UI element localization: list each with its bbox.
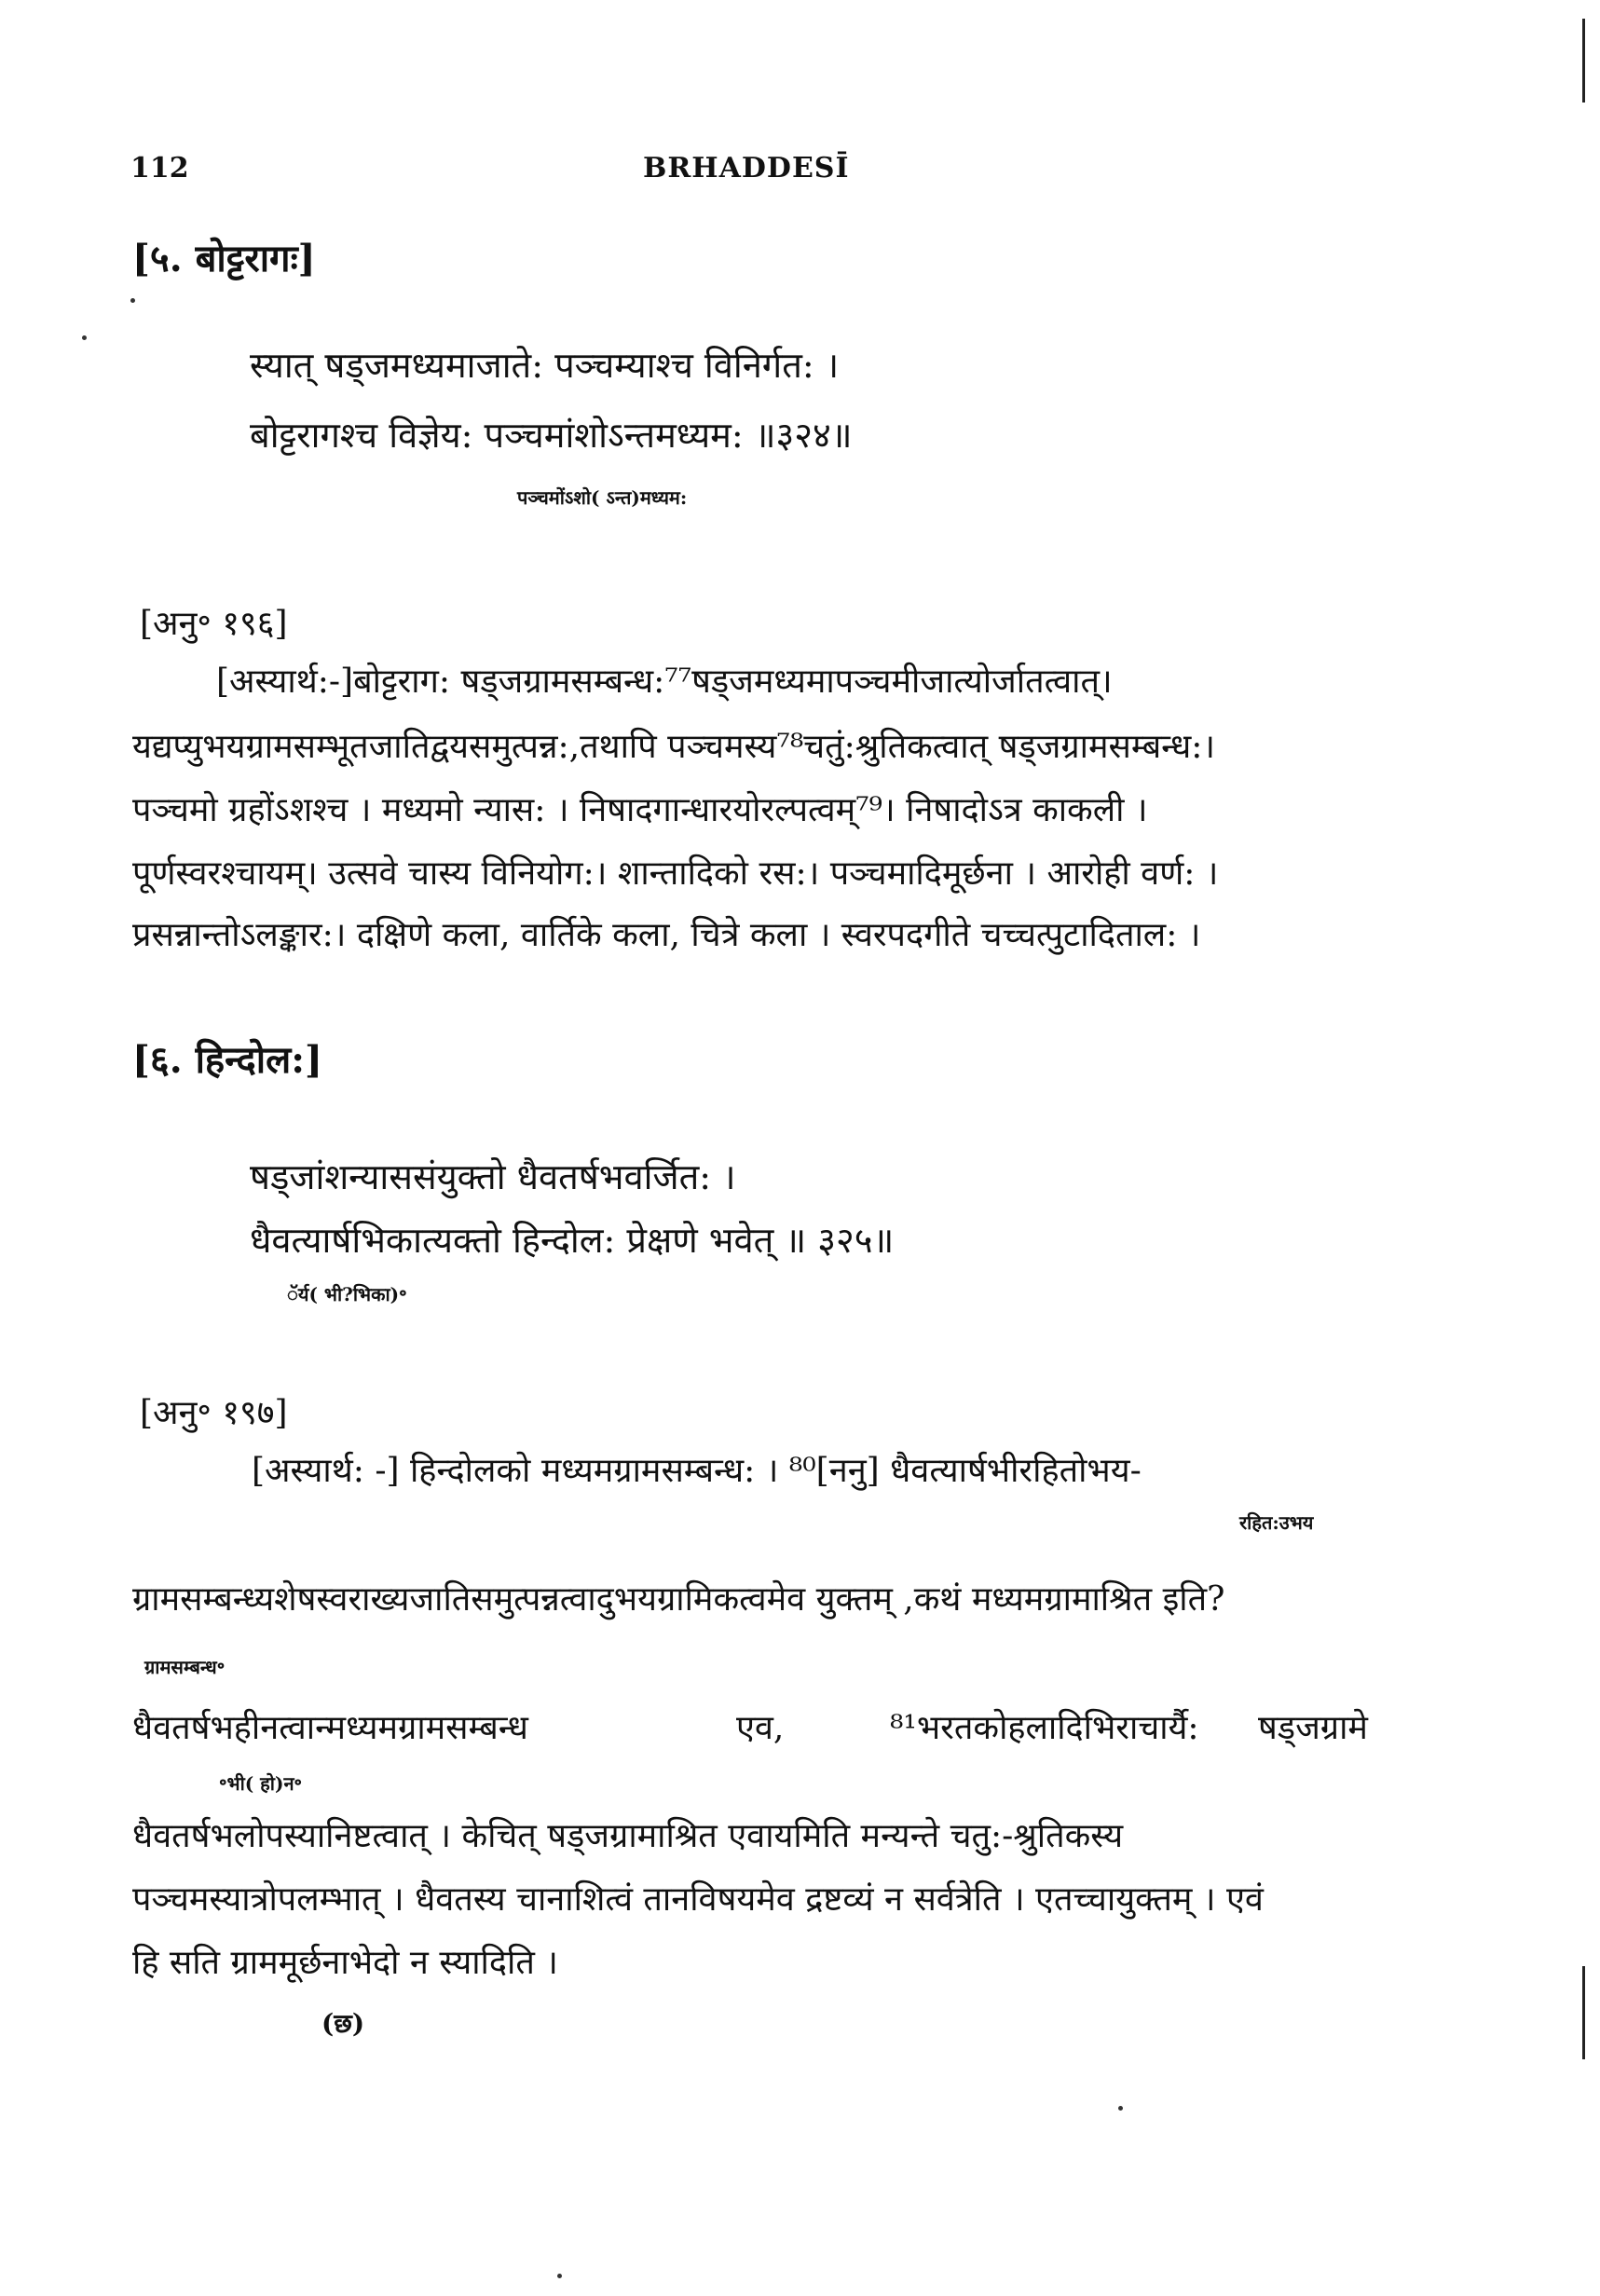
commentary-line: हि सति ग्राममूर्छनाभेदो न स्यादिति । <box>132 1944 558 1982</box>
anu-label-197: [अनु॰ १९७] <box>140 1394 288 1432</box>
commentary-line-part: षड्जग्रामे <box>1258 1709 1368 1747</box>
variant-reading-note: ॰भी( हो)न॰ <box>219 1772 303 1795</box>
commentary-line: पञ्चमो ग्रहोंऽशश्च । मध्यमो न्यास: । निषादगान्धारयोरल्पत्वम्⁷⁹। निषादोऽत्र काकली । <box>132 791 1148 829</box>
verse-325-line1: षड्जांशन्याससंयुक्तो धैवतर्षभवर्जित: । <box>250 1156 736 1197</box>
commentary-line: धैवतर्षभलोपस्यानिष्टत्वात् । केचित् षड्जग्रामाश्रित एवायमिति मन्यन्ते चतु:-श्रुतिकस्य <box>132 1817 1124 1855</box>
variant-reading-note: ॅर्य( भी?भिका)॰ <box>287 1283 407 1305</box>
scan-speck <box>557 2274 562 2278</box>
commentary-line: [अस्यार्थ:-]बोट्टराग: षड्जग्रामसम्बन्ध:⁷⁷षड्जमध्यमापञ्चमीजात्योर्जातत्वात्। <box>216 663 1113 701</box>
verse-324-line1: स्यात् षड्जमध्यमाजाते: पञ्चम्याश्च विनिर्गत: । <box>250 345 840 386</box>
scan-speck <box>130 298 135 303</box>
commentary-line: [अस्यार्थ: -] हिन्दोलको मध्यमग्रामसम्बन्ध: । ⁸⁰[ननु] धैवत्यार्षभीरहितोभय- <box>252 1452 1142 1490</box>
verse-325-line2: धैवत्यार्षभिकात्यक्तो हिन्दोल: प्रेक्षणे भवेत् ॥ ३२५॥ <box>250 1220 895 1261</box>
variant-reading-note: पञ्चमोंऽशो( ऽन्त)मध्यम: <box>517 486 688 509</box>
verse-324-line2: बोट्टरागश्च विज्ञेय: पञ्चमांशोऽन्तमध्यम: ॥३२४॥ <box>250 415 853 456</box>
variant-reading-note: रहित:उभय <box>1239 1511 1314 1534</box>
section-heading-5: [५. बोट्टरागः] <box>132 237 316 280</box>
page-number: 112 <box>130 152 189 184</box>
scan-edge-line <box>1582 19 1585 102</box>
scan-edge-line <box>1582 1966 1585 2059</box>
footer-mark: (छ) <box>321 2008 365 2039</box>
commentary-line: पूर्णस्वरश्चायम्। उत्सवे चास्य विनियोग:। शान्तादिको रस:। पञ्चमादिमूर्छना । आरोही वर्ण: । <box>132 854 1219 893</box>
commentary-line: पञ्चमस्यात्रोपलम्भात् । धैवतस्य चानाशित्वं तानविषयमेव द्रष्टव्यं न सर्वत्रेति । एतच्चायुक्तम् । एवं <box>132 1880 1264 1919</box>
running-title: BRHADDESĪ <box>643 152 850 184</box>
commentary-line: प्रसन्नान्तोऽलङ्कार:। दक्षिणे कला, वार्तिके कला, चित्रे कला । स्वरपदगीते चच्चत्पुटादिताल: । <box>132 916 1201 954</box>
scan-speck <box>1118 2106 1123 2111</box>
commentary-line: यद्यप्युभयग्रामसम्भूतजातिद्वयसमुत्पन्न:,तथापि पञ्चमस्य⁷⁸चतुं:श्रुतिकत्वात् षड्जग्रामसम्बन्ध:। <box>132 728 1216 766</box>
commentary-line-part: ⁸¹भरतकोहलादिभिराचार्यै: <box>890 1709 1199 1747</box>
commentary-line: ग्रामसम्बन्ध्यशेषस्वराख्यजातिसमुत्पन्नत्वादुभयग्रामिकत्वमेव युक्तम् ,कथं मध्यमग्रामाश्रित इति? <box>132 1580 1225 1619</box>
variant-reading-note: ग्रामसम्बन्ध॰ <box>144 1656 226 1678</box>
commentary-line-part: एव, <box>736 1709 785 1747</box>
commentary-line-part: धैवतर्षभहीनत्वान्मध्यमग्रामसम्बन्ध <box>132 1709 528 1747</box>
section-heading-6: [६. हिन्दोल:] <box>132 1038 322 1082</box>
scan-speck <box>82 335 87 340</box>
anu-label-196: [अनु॰ १९६] <box>140 605 288 643</box>
